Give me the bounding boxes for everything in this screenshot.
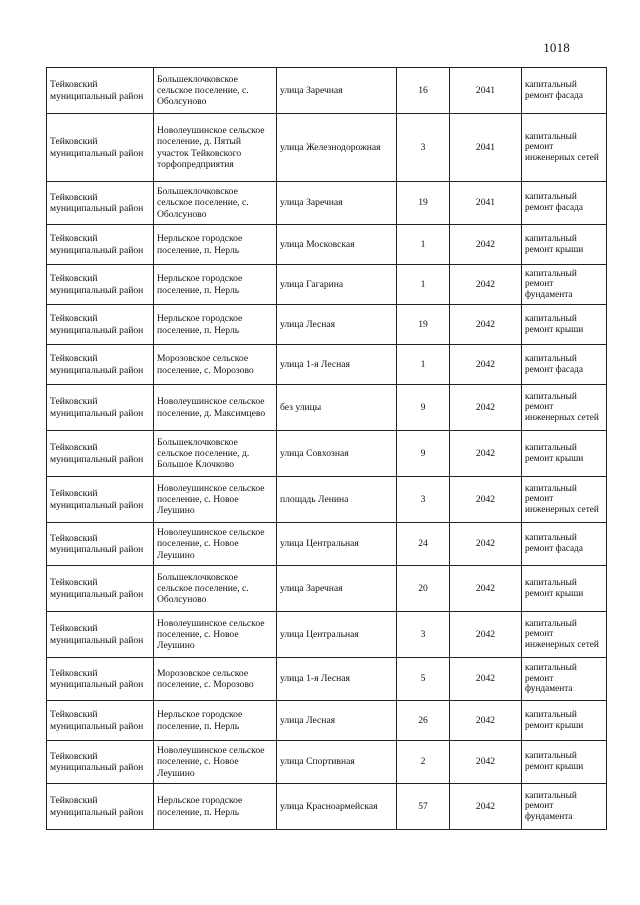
repair-year-cell: 2042 (450, 477, 522, 523)
repair-year-cell: 2041 (450, 114, 522, 182)
capital-repair-table (46, 67, 607, 830)
repair-year-cell: 2042 (450, 741, 522, 784)
work-type-cell: капитальный ремонт фасада (522, 182, 607, 225)
street-cell: улица Совхозная (277, 431, 397, 477)
street-cell: улица Железнодорожная (277, 114, 397, 182)
street-cell: улица Заречная (277, 566, 397, 612)
house-number-cell: 20 (397, 566, 450, 612)
district-cell: Тейковский муниципальный район (47, 225, 154, 265)
table-row (47, 431, 607, 477)
work-type-cell: капитальный ремонт фасада (522, 345, 607, 385)
repair-year-cell: 2042 (450, 345, 522, 385)
house-number-cell: 3 (397, 612, 450, 658)
house-number-cell: 57 (397, 784, 450, 830)
street-cell: площадь Ленина (277, 477, 397, 523)
repair-year-cell: 2042 (450, 523, 522, 566)
street-cell: улица Спортивная (277, 741, 397, 784)
settlement-cell: Новолеушинское сельское поселение, д. Максимцево (154, 385, 277, 431)
settlement-cell: Новолеушинское сельское поселение, с. Новое Леушино (154, 477, 277, 523)
house-number-cell: 1 (397, 225, 450, 265)
repair-year-cell: 2042 (450, 612, 522, 658)
street-cell: улица Красноармейская (277, 784, 397, 830)
page-number: 1018 (543, 40, 570, 55)
street-cell: улица Лесная (277, 305, 397, 345)
house-number-cell: 9 (397, 385, 450, 431)
work-type-cell: капитальный ремонт крыши (522, 305, 607, 345)
settlement-cell: Морозовское сельское поселение, с. Морозово (154, 345, 277, 385)
street-cell: без улицы (277, 385, 397, 431)
district-cell: Тейковский муниципальный район (47, 68, 154, 114)
house-number-cell: 16 (397, 68, 450, 114)
house-number-cell: 1 (397, 265, 450, 305)
district-cell: Тейковский муниципальный район (47, 265, 154, 305)
work-type-cell: капитальный ремонт крыши (522, 431, 607, 477)
settlement-cell: Большеклочковское сельское поселение, с. Оболсуново (154, 182, 277, 225)
street-cell: улица Центральная (277, 612, 397, 658)
table-row (47, 114, 607, 182)
street-cell: улица Лесная (277, 701, 397, 741)
district-cell: Тейковский муниципальный район (47, 477, 154, 523)
table-row (47, 658, 607, 701)
table-row (47, 345, 607, 385)
street-cell: улица Заречная (277, 68, 397, 114)
settlement-cell: Новолеушинское сельское поселение, с. Новое Леушино (154, 612, 277, 658)
district-cell: Тейковский муниципальный район (47, 566, 154, 612)
street-cell: улица Заречная (277, 182, 397, 225)
house-number-cell: 24 (397, 523, 450, 566)
street-cell: улица 1-я Лесная (277, 345, 397, 385)
house-number-cell: 19 (397, 305, 450, 345)
district-cell: Тейковский муниципальный район (47, 701, 154, 741)
repair-year-cell: 2041 (450, 68, 522, 114)
table-row (47, 701, 607, 741)
settlement-cell: Большеклочковское сельское поселение, с. Оболсуново (154, 68, 277, 114)
repair-year-cell: 2042 (450, 566, 522, 612)
settlement-cell: Новолеушинское сельское поселение, с. Новое Леушино (154, 523, 277, 566)
district-cell: Тейковский муниципальный район (47, 784, 154, 830)
work-type-cell: капитальный ремонт фундамента (522, 265, 607, 305)
settlement-cell: Нерльское городское поселение, п. Нерль (154, 784, 277, 830)
table-row (47, 68, 607, 114)
table-row (47, 385, 607, 431)
work-type-cell: капитальный ремонт фундамента (522, 784, 607, 830)
work-type-cell: капитальный ремонт инженерных сетей (522, 114, 607, 182)
table-row (47, 741, 607, 784)
table-row (47, 523, 607, 566)
house-number-cell: 9 (397, 431, 450, 477)
table-row (47, 477, 607, 523)
repair-year-cell: 2042 (450, 431, 522, 477)
repair-year-cell: 2042 (450, 265, 522, 305)
repair-year-cell: 2042 (450, 225, 522, 265)
house-number-cell: 3 (397, 477, 450, 523)
district-cell: Тейковский муниципальный район (47, 305, 154, 345)
table-row (47, 225, 607, 265)
settlement-cell: Большеклочковское сельское поселение, с. Оболсуново (154, 566, 277, 612)
house-number-cell: 1 (397, 345, 450, 385)
settlement-cell: Большеклочковское сельское поселение, д. Большое Клочково (154, 431, 277, 477)
district-cell: Тейковский муниципальный район (47, 523, 154, 566)
district-cell: Тейковский муниципальный район (47, 741, 154, 784)
house-number-cell: 19 (397, 182, 450, 225)
district-cell: Тейковский муниципальный район (47, 612, 154, 658)
house-number-cell: 5 (397, 658, 450, 701)
work-type-cell: капитальный ремонт крыши (522, 225, 607, 265)
work-type-cell: капитальный ремонт крыши (522, 566, 607, 612)
street-cell: улица 1-я Лесная (277, 658, 397, 701)
house-number-cell: 2 (397, 741, 450, 784)
street-cell: улица Гагарина (277, 265, 397, 305)
district-cell: Тейковский муниципальный район (47, 658, 154, 701)
table-body (47, 68, 607, 830)
table-row (47, 182, 607, 225)
work-type-cell: капитальный ремонт фасада (522, 68, 607, 114)
repair-year-cell: 2042 (450, 658, 522, 701)
repair-year-cell: 2042 (450, 305, 522, 345)
district-cell: Тейковский муниципальный район (47, 114, 154, 182)
table-row (47, 305, 607, 345)
repair-year-cell: 2042 (450, 701, 522, 741)
settlement-cell: Нерльское городское поселение, п. Нерль (154, 265, 277, 305)
settlement-cell: Нерльское городское поселение, п. Нерль (154, 305, 277, 345)
table-row (47, 784, 607, 830)
street-cell: улица Центральная (277, 523, 397, 566)
district-cell: Тейковский муниципальный район (47, 182, 154, 225)
table-row (47, 566, 607, 612)
settlement-cell: Новолеушинское сельское поселение, д. Пятый участок Тейковского торфопредприятия (154, 114, 277, 182)
work-type-cell: капитальный ремонт инженерных сетей (522, 385, 607, 431)
district-cell: Тейковский муниципальный район (47, 431, 154, 477)
settlement-cell: Нерльское городское поселение, п. Нерль (154, 701, 277, 741)
district-cell: Тейковский муниципальный район (47, 345, 154, 385)
street-cell: улица Московская (277, 225, 397, 265)
settlement-cell: Новолеушинское сельское поселение, с. Новое Леушино (154, 741, 277, 784)
work-type-cell: капитальный ремонт крыши (522, 741, 607, 784)
settlement-cell: Нерльское городское поселение, п. Нерль (154, 225, 277, 265)
repair-year-cell: 2042 (450, 385, 522, 431)
district-cell: Тейковский муниципальный район (47, 385, 154, 431)
work-type-cell: капитальный ремонт инженерных сетей (522, 612, 607, 658)
work-type-cell: капитальный ремонт крыши (522, 701, 607, 741)
table-row (47, 612, 607, 658)
table-row (47, 265, 607, 305)
work-type-cell: капитальный ремонт фасада (522, 523, 607, 566)
house-number-cell: 26 (397, 701, 450, 741)
work-type-cell: капитальный ремонт инженерных сетей (522, 477, 607, 523)
repair-year-cell: 2042 (450, 784, 522, 830)
work-type-cell: капитальный ремонт фундамента (522, 658, 607, 701)
house-number-cell: 3 (397, 114, 450, 182)
settlement-cell: Морозовское сельское поселение, с. Морозово (154, 658, 277, 701)
repair-year-cell: 2041 (450, 182, 522, 225)
